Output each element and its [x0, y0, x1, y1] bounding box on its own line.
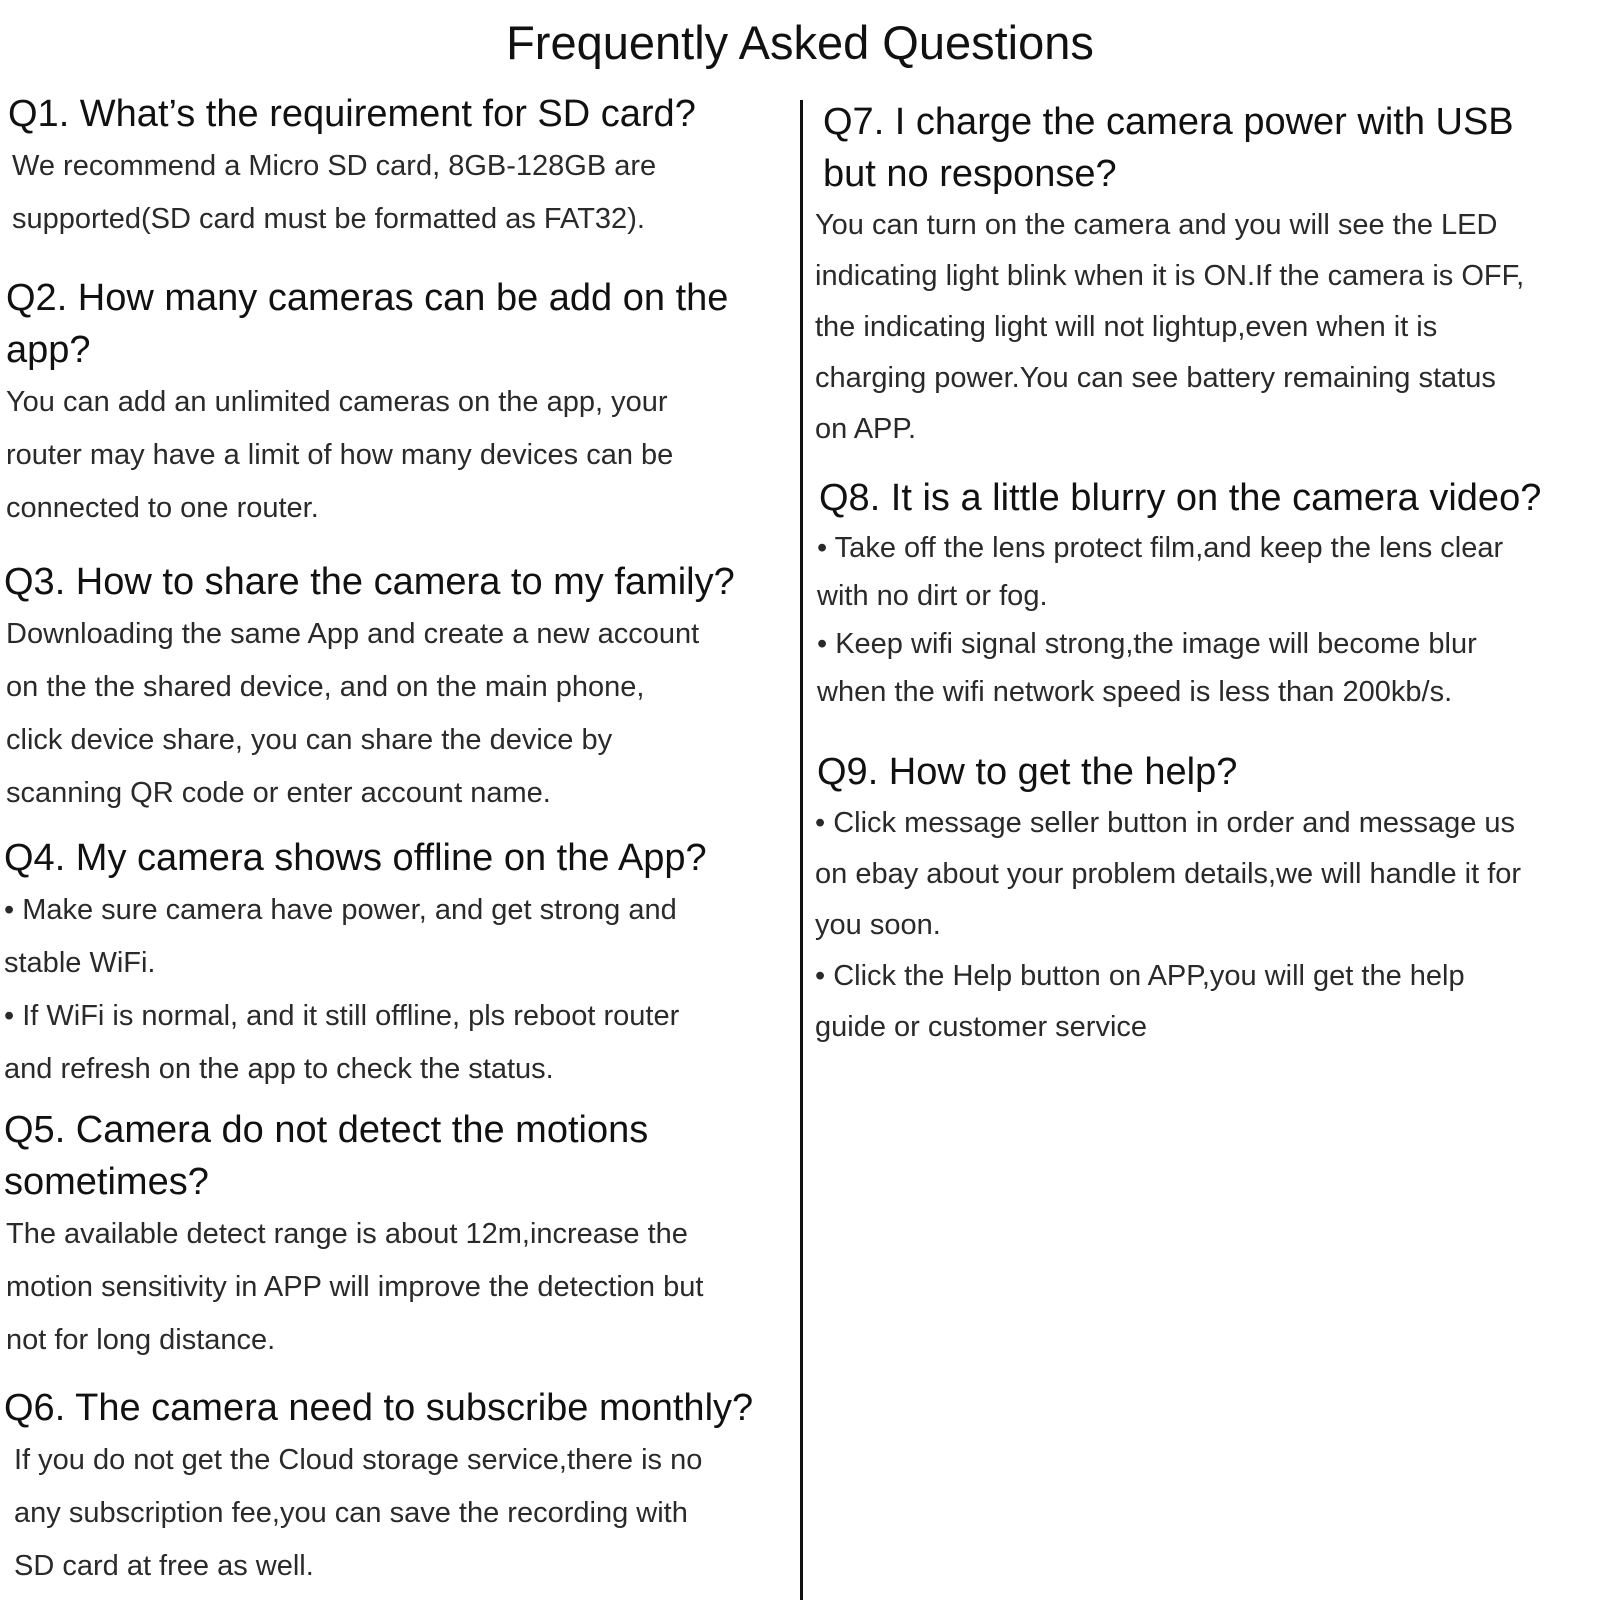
faq-answer: We recommend a Micro SD card, 8GB-128GB are supported(SD card must be formatted as FAT32). [12, 150, 657, 235]
faq-question: Q5. Camera do not detect the motions sometimes? [4, 1109, 649, 1203]
faq-question: Q9. How to get the help? [817, 751, 1238, 793]
faq-question: Q1. What’s the requirement for SD card? [8, 93, 696, 135]
faq-item-q1 [8, 88, 798, 246]
faq-item-q9 [817, 746, 1600, 1053]
faq-item-q3 [4, 556, 794, 820]
faq-answer: You can add an unlimited cameras on the app, your router may have a limit of how many devices can be connected to one router. [6, 386, 674, 524]
faq-answer: You can turn on the camera and you will see the LED indicating light blink when it is ON.If the camera is OFF, the indicating light will not lightup,even when it is charging power.You can see battery remaining status on APP. [815, 209, 1525, 445]
faq-item-q4 [4, 832, 794, 1096]
faq-answer: • Click message seller button in order and message us on ebay about your problem details,we will handle it for you soon. • Click the Help button on APP,you will get the help guide or customer service [815, 807, 1522, 1043]
faq-item-q5 [4, 1104, 794, 1367]
faq-item-q7 [815, 96, 1600, 455]
faq-question: Q7. I charge the camera power with USB but no response? [823, 101, 1514, 195]
page-title: Frequently Asked Questions [506, 16, 1094, 69]
faq-item-q2 [6, 272, 796, 535]
faq-question: Q6. The camera need to subscribe monthly? [4, 1387, 754, 1429]
faq-column-right [803, 0, 1600, 1600]
faq-item-q8 [819, 472, 1600, 716]
faq-answer: If you do not get the Cloud storage service,there is no any subscription fee,you can save the recording with SD card at free as well. [14, 1444, 703, 1582]
faq-question: Q8. It is a little blurry on the camera video? [819, 477, 1542, 519]
faq-item-q6 [4, 1382, 794, 1593]
faq-answer: The available detect range is about 12m,increase the motion sensitivity in APP will improve the detection but not for long distance. [6, 1218, 704, 1356]
faq-question: Q3. How to share the camera to my family? [4, 561, 735, 603]
faq-column-left [0, 0, 790, 1600]
faq-answer: • Take off the lens protect film,and keep the lens clear with no dirt or fog. • Keep wifi signal strong,the image will become blur when the wifi network speed is less than 200kb/s. [817, 532, 1504, 708]
faq-answer: • Make sure camera have power, and get strong and stable WiFi. • If WiFi is normal, and it still offline, pls reboot router and refresh on the app to check the status. [4, 894, 680, 1085]
faq-question: Q2. How many cameras can be add on the app? [6, 277, 729, 371]
faq-answer: Downloading the same App and create a new account on the the shared device, and on the main phone, click device share, you can share the device by scanning QR code or enter account name. [6, 618, 700, 809]
faq-question: Q4. My camera shows offline on the App? [4, 837, 707, 879]
